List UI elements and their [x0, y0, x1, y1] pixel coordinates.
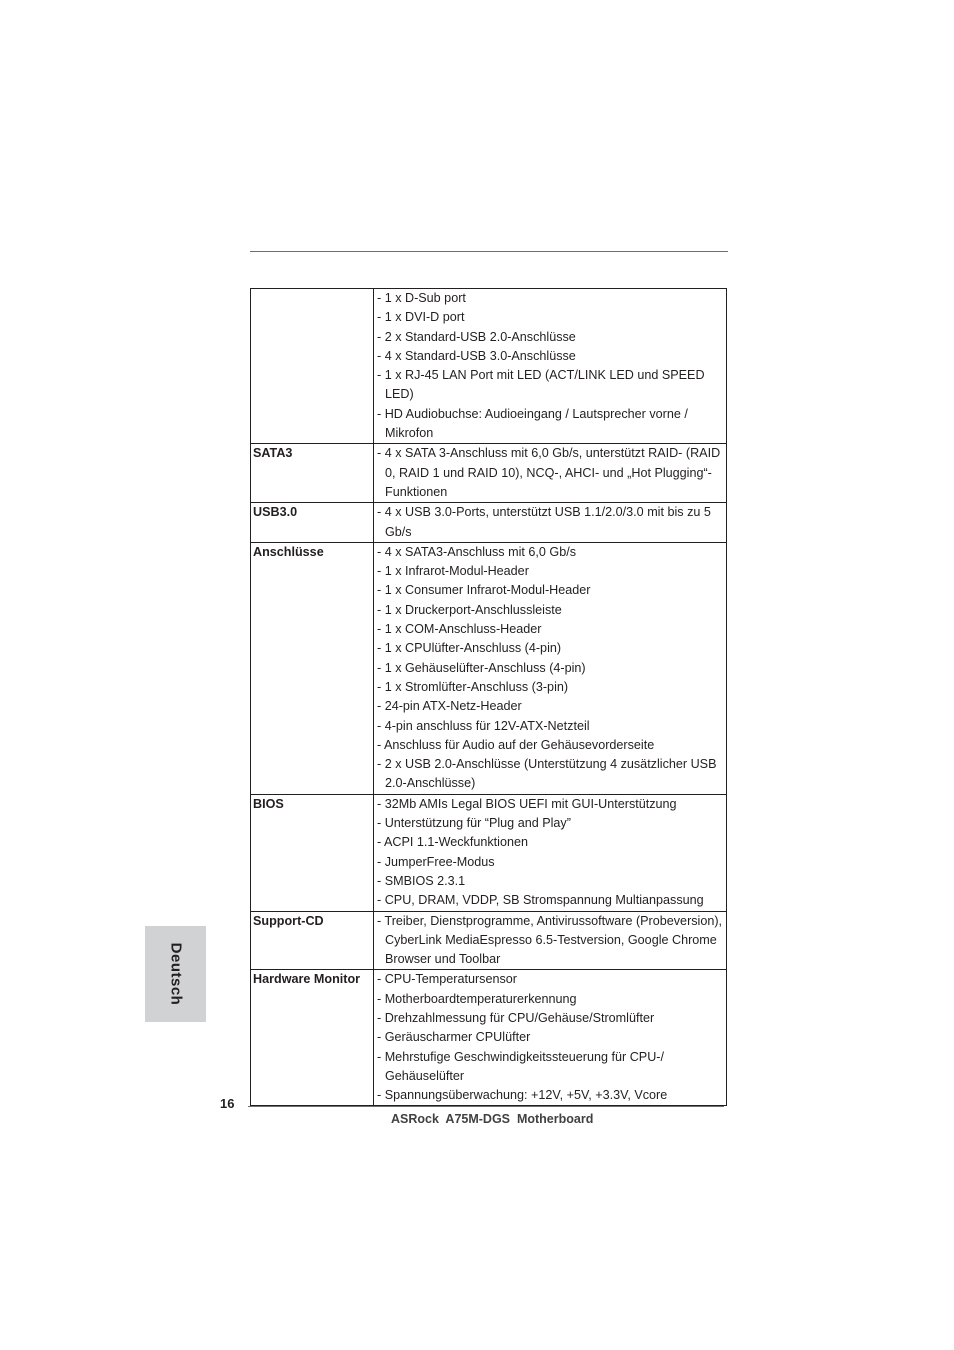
spec-line: - 1 x DVI-D port [377, 310, 465, 325]
spec-value [374, 542, 727, 794]
spec-line: - SMBIOS 2.3.1 [377, 873, 466, 888]
spec-line: - CPU, DRAM, VDDP, SB Stromspannung Multianpassung [377, 893, 704, 908]
spec-value [374, 794, 727, 911]
spec-line: - 32Mb AMIs Legal BIOS UEFI mit GUI-Unterstützung [377, 796, 677, 811]
footer-title: ASRock A75M-DGS Motherboard [391, 1112, 594, 1126]
spec-table [250, 288, 727, 1106]
spec-row [251, 289, 727, 444]
spec-line: - Anschluss für Audio auf der Gehäusevorderseite [377, 737, 655, 752]
spec-row [251, 542, 727, 794]
spec-line: - Geräuscharmer CPUlüfter [377, 1030, 531, 1045]
spec-value [374, 911, 727, 970]
spec-line: - 4 x SATA 3-Anschluss mit 6,0 Gb/s, unterstützt RAID- (RAID 0, RAID 1 und RAID 10), NCQ-, AHCI- und „Hot Plugging“-Funktionen [377, 446, 721, 499]
spec-label: SATA3 [251, 444, 374, 503]
spec-label: BIOS [251, 794, 374, 911]
spec-line: - 24-pin ATX-Netz-Header [377, 699, 522, 714]
footer-rule [248, 1106, 724, 1107]
spec-table-body [251, 289, 727, 1106]
spec-line: - Motherboardtemperaturerkennung [377, 991, 577, 1006]
spec-label: USB3.0 [251, 503, 374, 543]
spec-line: - 4 x Standard-USB 3.0-Anschlüsse [377, 348, 576, 363]
spec-line: - Drehzahlmessung für CPU/Gehäuse/Stromlüfter [377, 1010, 655, 1025]
spec-line: - 1 x Druckerport-Anschlussleiste [377, 602, 562, 617]
spec-line: - Treiber, Dienstprogramme, Antivirussoftware (Probeversion), CyberLink MediaEspresso 6.5-Testversion, Google Chrome Browser und Toolbar [377, 913, 723, 967]
page-number: 16 [220, 1096, 235, 1111]
spec-line: - HD Audiobuchse: Audioeingang / Lautsprecher vorne / Mikrofon [377, 406, 688, 441]
spec-line: - 1 x COM-Anschluss-Header [377, 622, 542, 637]
spec-row [251, 794, 727, 911]
spec-line: - Spannungsüberwachung: +12V, +5V, +3.3V, Vcore [377, 1088, 668, 1103]
spec-row [251, 503, 727, 543]
header-rule [250, 251, 728, 252]
spec-value [374, 289, 727, 444]
spec-row [251, 970, 727, 1106]
spec-row [251, 911, 727, 970]
spec-line: - 1 x D-Sub port [377, 291, 466, 305]
spec-line: - 4-pin anschluss für 12V-ATX-Netzteil [377, 718, 590, 733]
spec-label [251, 289, 374, 444]
spec-line: - 2 x USB 2.0-Anschlüsse (Unterstützung 4 zusätzlicher USB 2.0-Anschlüsse) [377, 757, 717, 791]
spec-line: - Unterstützung für “Plug and Play” [377, 816, 571, 831]
spec-line: - 1 x CPUlüfter-Anschluss (4-pin) [377, 641, 562, 656]
spec-line: - Mehrstufige Geschwindigkeitssteuerung für CPU-/ Gehäuselüfter [377, 1049, 664, 1083]
spec-line: - 1 x RJ-45 LAN Port mit LED (ACT/LINK LED und SPEED LED) [377, 368, 705, 402]
spec-line: - 1 x Consumer Infrarot-Modul-Header [377, 583, 591, 598]
spec-label: Support-CD [251, 911, 374, 970]
spec-line: - 1 x Gehäuselüfter-Anschluss (4-pin) [377, 660, 586, 675]
spec-line: - 4 x USB 3.0-Ports, unterstützt USB 1.1/2.0/3.0 mit bis zu 5 Gb/s [377, 505, 711, 539]
spec-label: Hardware Monitor [251, 970, 374, 1106]
spec-line: - 1 x Stromlüfter-Anschluss (3-pin) [377, 679, 569, 694]
spec-line: - 1 x Infrarot-Modul-Header [377, 564, 529, 579]
spec-row [251, 444, 727, 503]
spec-line: - 2 x Standard-USB 2.0-Anschlüsse [377, 329, 576, 344]
spec-label: Anschlüsse [251, 542, 374, 794]
spec-line: - ACPI 1.1-Weckfunktionen [377, 835, 528, 850]
spec-line: - CPU-Temperatursensor [377, 972, 517, 987]
spec-value [374, 444, 727, 503]
spec-value [374, 503, 727, 543]
language-label: Deutsch [167, 942, 184, 1006]
spec-line: - JumperFree-Modus [377, 854, 495, 869]
spec-value [374, 970, 727, 1106]
language-side-tab [145, 926, 206, 1022]
spec-line: - 4 x SATA3-Anschluss mit 6,0 Gb/s [377, 544, 576, 559]
